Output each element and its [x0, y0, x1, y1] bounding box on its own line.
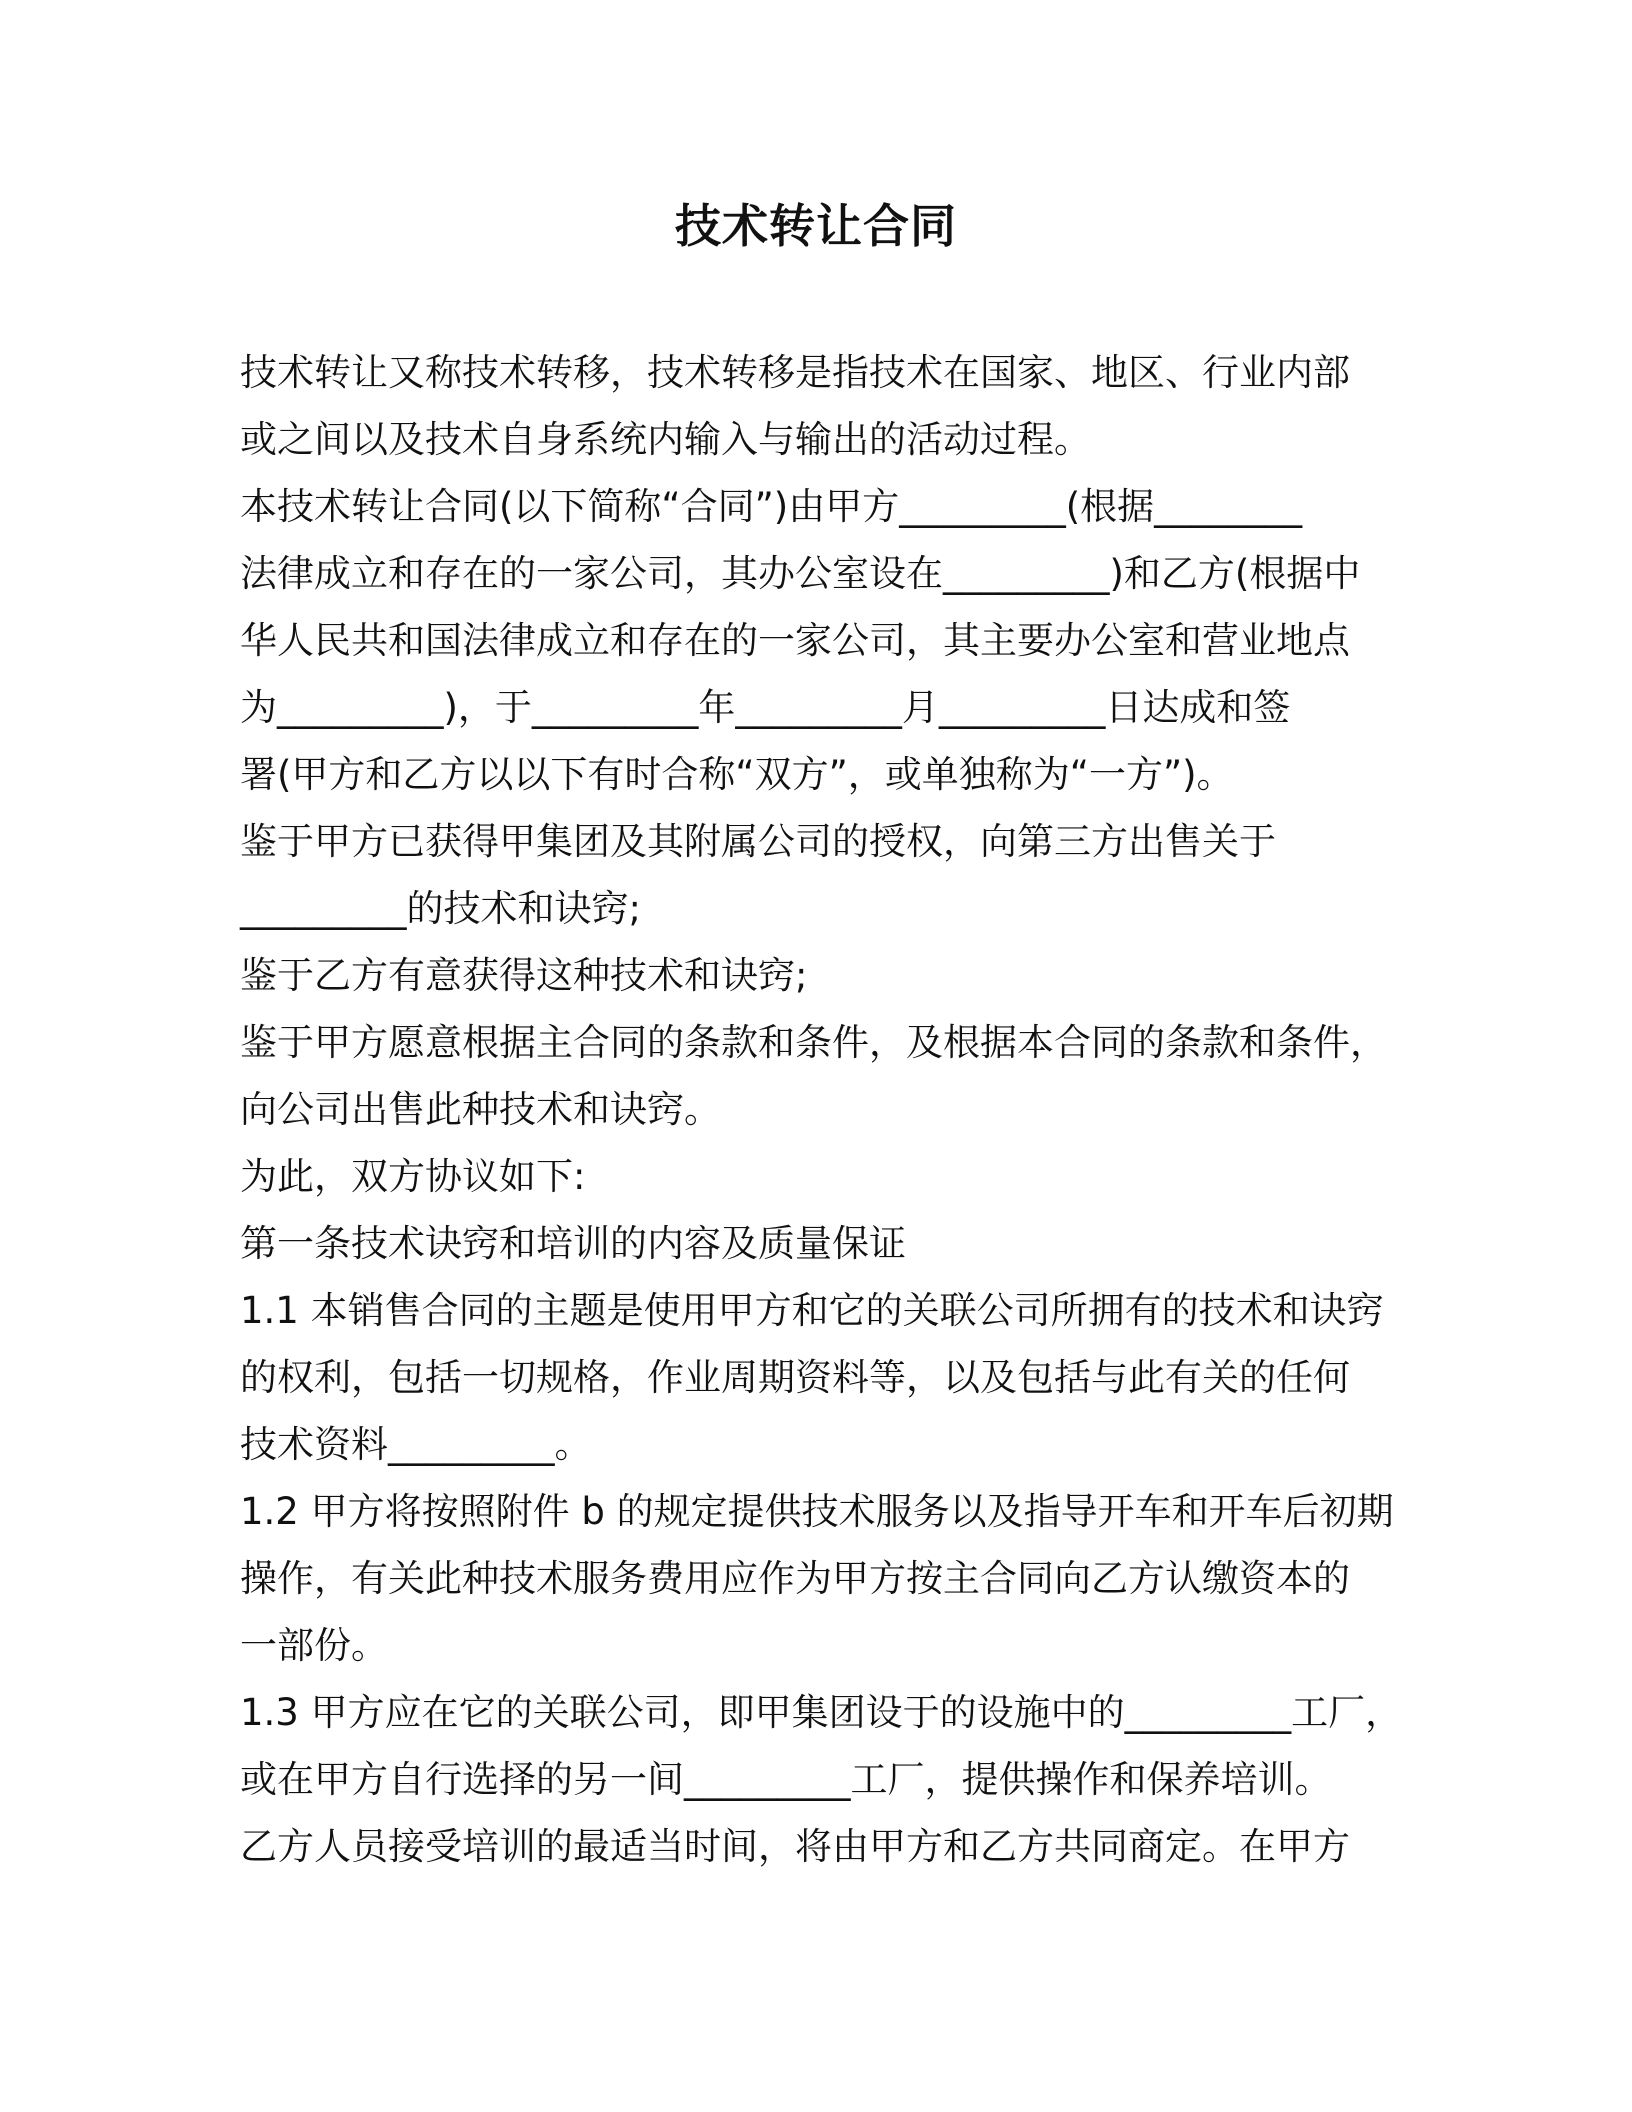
document-title: 技术转让合同: [675, 199, 957, 253]
body-line: 华人民共和国法律成立和存在的一家公司，其主要办公室和营业地点: [240, 619, 1350, 662]
body-line: 鉴于乙方有意获得这种技术和诀窍;: [240, 954, 808, 997]
body-line: 为此，双方协议如下:: [240, 1155, 586, 1198]
body-line: 技术资料_________。: [240, 1423, 592, 1466]
body-line: 1.3 甲方应在它的关联公司，即甲集团设于的设施中的_________工厂，: [240, 1691, 1403, 1734]
body-line: 鉴于甲方愿意根据主合同的条款和条件，及根据本合同的条款和条件，: [240, 1021, 1387, 1064]
body-line: 的权利，包括一切规格，作业周期资料等，以及包括与此有关的任何: [240, 1356, 1350, 1399]
body-line: 鉴于甲方已获得甲集团及其附属公司的授权，向第三方出售关于: [240, 820, 1276, 863]
document-body: [240, 339, 1410, 1880]
body-line: 操作，有关此种技术服务费用应作为甲方按主合同向乙方认缴资本的: [240, 1557, 1350, 1600]
body-line: 1.1 本销售合同的主题是使用甲方和它的关联公司所拥有的技术和诀窍: [240, 1289, 1384, 1332]
body-line: 乙方人员接受培训的最适当时间，将由甲方和乙方共同商定。在甲方: [240, 1825, 1350, 1868]
body-line: 技术转让又称技术转移，技术转移是指技术在国家、地区、行业内部: [240, 351, 1350, 394]
body-line: 法律成立和存在的一家公司，其办公室设在_________)和乙方(根据中: [240, 552, 1361, 595]
body-line: 一部份。: [240, 1624, 388, 1667]
body-line: 或在甲方自行选择的另一间_________工厂，提供操作和保养培训。: [240, 1758, 1332, 1801]
body-line: _________的技术和诀窍;: [240, 887, 641, 930]
body-line: 为_________)，于_________年_________月_________日达成和签: [240, 686, 1291, 729]
body-line: 向公司出售此种技术和诀窍。: [240, 1088, 721, 1131]
section-heading: 第一条技术诀窍和培训的内容及质量保证: [240, 1222, 906, 1265]
body-line: 本技术转让合同(以下简称“合同”)由甲方_________(根据________: [240, 485, 1303, 528]
body-line: 或之间以及技术自身系统内输入与输出的活动过程。: [240, 418, 1091, 461]
body-line: 1.2 甲方将按照附件 b 的规定提供技术服务以及指导开车和开车后初期: [240, 1490, 1394, 1533]
body-line: 署(甲方和乙方以以下有时合称“双方”，或单独称为“一方”)。: [240, 753, 1234, 796]
